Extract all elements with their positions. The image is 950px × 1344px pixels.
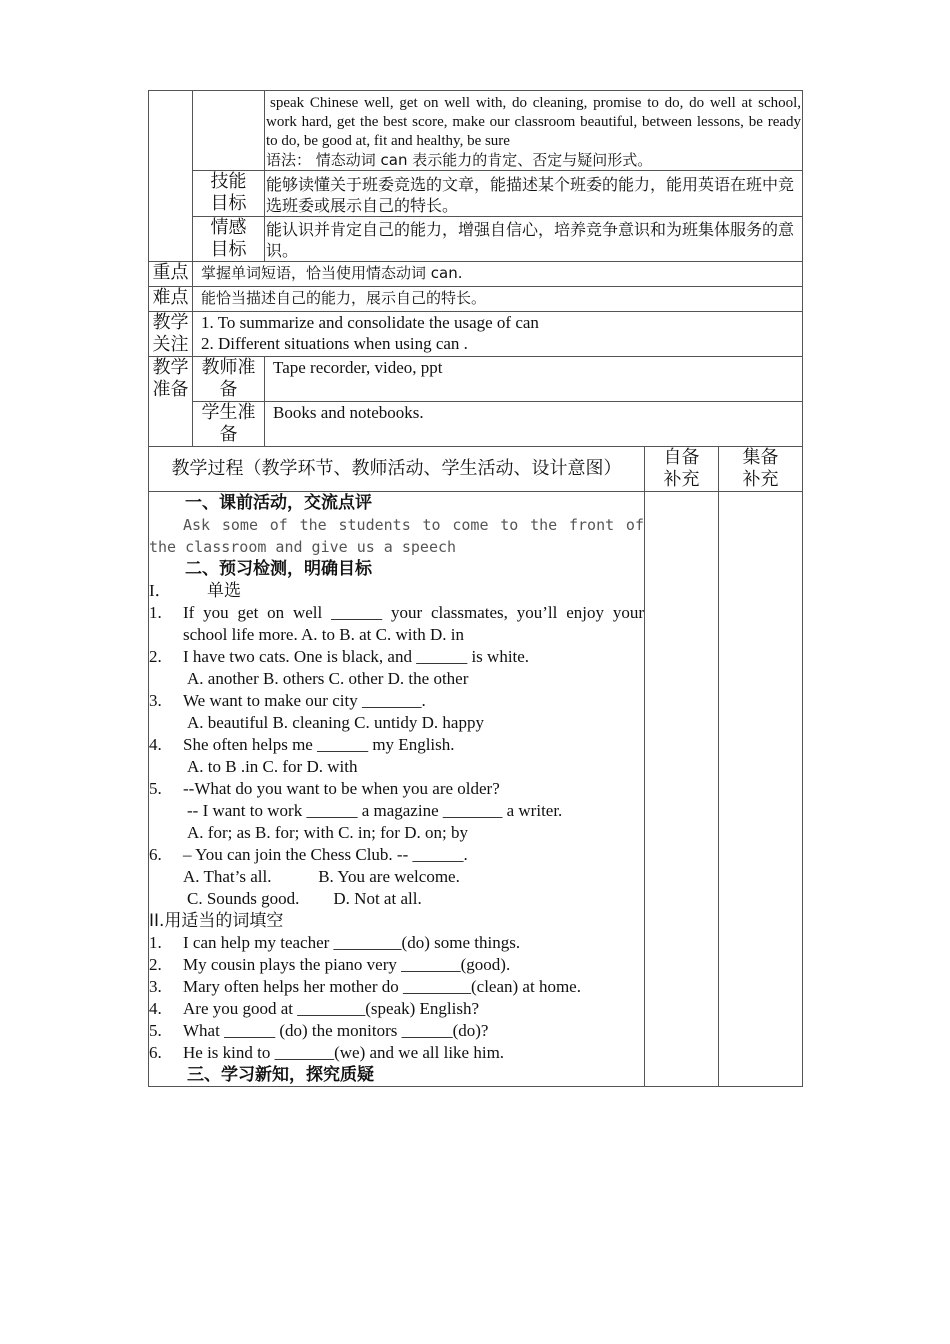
focus-label-line2: 关注 xyxy=(152,334,189,355)
key-point-row xyxy=(149,262,803,287)
question-4-options: A. to B .in C. for D. with xyxy=(187,757,358,776)
process-body-cell xyxy=(149,492,645,1087)
objectives-row-skill xyxy=(149,171,803,217)
fill-2 xyxy=(149,954,644,976)
emotion-text: 能认识并肯定自己的能力，增强自信心，培养竞争意识和为班集体服务的意识。 xyxy=(265,217,803,262)
part1-heading xyxy=(149,580,644,602)
prep-student-row xyxy=(149,402,803,447)
knowledge-label-cell xyxy=(193,91,265,171)
section1-text: Ask some of the students to come to the front of the classroom and give us a speech xyxy=(149,516,644,556)
fill-5 xyxy=(149,1020,644,1042)
group-prep-header xyxy=(719,447,803,492)
fill-1-num: 1. xyxy=(149,933,162,952)
question-6-options-1: A. That’s all. B. You are welcome. xyxy=(183,867,460,886)
phrases-text: speak Chinese well, get on well with, do cleaning, promise to do, do well at school, work hard, get the best score, make our classroom beautiful, between lessons, be ready to do, be good at, fit and healthy, be sure xyxy=(266,95,802,149)
question-1-num: 1. xyxy=(149,603,162,622)
group-prep-header-line1: 集备 xyxy=(742,447,779,468)
question-2 xyxy=(149,646,644,668)
question-5 xyxy=(149,778,644,800)
fill-1-text: I can help my teacher ________(do) some things. xyxy=(183,933,521,952)
self-prep-notes-cell xyxy=(645,492,719,1087)
section1-title: 一、课前活动，交流点评 xyxy=(185,493,372,513)
question-1 xyxy=(149,602,644,646)
focus-line-1: 1. To summarize and consolidate the usage of can xyxy=(201,313,539,332)
question-4-num: 4. xyxy=(149,735,162,754)
question-3-text: We want to make our city _______. xyxy=(183,691,426,710)
self-prep-header xyxy=(645,447,719,492)
grammar-text: 语法： 情态动词 can 表示能力的肯定、否定与疑问形式。 xyxy=(266,151,653,169)
fill-4-num: 4. xyxy=(149,999,162,1018)
part1-title: 单选 xyxy=(207,581,241,601)
process-header-row xyxy=(149,447,803,492)
question-4-text: She often helps me ______ my English. xyxy=(183,735,455,754)
fill-6-num: 6. xyxy=(149,1043,162,1062)
skill-label-line2: 目标 xyxy=(210,193,247,214)
focus-label xyxy=(149,312,193,357)
emotion-label xyxy=(193,217,265,262)
objectives-side-cell xyxy=(149,91,193,262)
student-prep-label: 学生准备 xyxy=(193,402,265,447)
question-1-text: If you get on well ______ your classmates, you’ll enjoy your school life more. A. to B. at C. with D. in xyxy=(183,603,644,644)
fill-3-text: Mary often helps her mother do ________(clean) at home. xyxy=(183,977,581,996)
group-prep-notes-cell xyxy=(719,492,803,1087)
difficult-point-row xyxy=(149,287,803,312)
fill-2-num: 2. xyxy=(149,955,162,974)
question-3 xyxy=(149,690,644,712)
prep-teacher-row xyxy=(149,357,803,402)
prep-label xyxy=(149,357,193,447)
question-5-options: A. for; as B. for; with C. in; for D. on; by xyxy=(187,823,468,842)
fill-3 xyxy=(149,976,644,998)
section3-title: 三、学习新知，探究质疑 xyxy=(187,1065,374,1085)
fill-4-text: Are you good at ________(speak) English? xyxy=(183,999,480,1018)
question-2-options: A. another B. others C. other D. the other xyxy=(187,669,469,688)
skill-label-line1: 技能 xyxy=(210,171,247,192)
fill-5-text: What ______ (do) the monitors ______(do)? xyxy=(183,1021,489,1040)
lesson-plan-page xyxy=(148,90,802,1087)
question-5-num: 5. xyxy=(149,779,162,798)
fill-5-num: 5. xyxy=(149,1021,162,1040)
question-6-options-2: C. Sounds good. D. Not at all. xyxy=(187,889,422,908)
question-6-text: – You can join the Chess Club. -- ______. xyxy=(183,845,468,864)
key-point-label: 重点 xyxy=(149,262,193,287)
focus-label-line1: 教学 xyxy=(152,312,189,333)
self-prep-header-line1: 自备 xyxy=(663,447,700,468)
part2-title: II.用适当的词填空 xyxy=(149,911,284,931)
fill-4 xyxy=(149,998,644,1020)
fill-1 xyxy=(149,932,644,954)
skill-label xyxy=(193,171,265,217)
part1-num: I． xyxy=(149,581,172,600)
teacher-prep-text: Tape recorder, video, ppt xyxy=(265,357,803,402)
prep-label-line1: 教学 xyxy=(152,357,189,378)
focus-line-2: 2. Different situations when using can . xyxy=(201,334,468,353)
focus-cell xyxy=(193,312,803,357)
knowledge-cell xyxy=(265,91,803,171)
difficult-point-label: 难点 xyxy=(149,287,193,312)
question-3-num: 3. xyxy=(149,691,162,710)
question-5-text: --What do you want to be when you are older? xyxy=(183,779,500,798)
skill-text: 能够读懂关于班委竞选的文章，能描述某个班委的能力，能用英语在班中竞选班委或展示自己的特长。 xyxy=(265,171,803,217)
emotion-label-line1: 情感 xyxy=(210,217,247,238)
question-6 xyxy=(149,844,644,866)
question-3-options: A. beautiful B. cleaning C. untidy D. happy xyxy=(187,713,484,732)
emotion-label-line2: 目标 xyxy=(210,239,247,260)
fill-2-text: My cousin plays the piano very _______(good). xyxy=(183,955,511,974)
prep-label-line2: 准备 xyxy=(152,379,189,400)
focus-row xyxy=(149,312,803,357)
student-prep-text: Books and notebooks. xyxy=(265,402,803,447)
section2-title: 二、预习检测，明确目标 xyxy=(185,559,372,579)
group-prep-header-line2: 补充 xyxy=(742,469,779,490)
fill-6 xyxy=(149,1042,644,1064)
fill-3-num: 3. xyxy=(149,977,162,996)
difficult-point-text: 能恰当描述自己的能力，展示自己的特长。 xyxy=(193,287,803,312)
objectives-row-knowledge xyxy=(149,91,803,171)
question-2-text: I have two cats. One is black, and ______ is white. xyxy=(183,647,530,666)
question-5-line2: -- I want to work ______ a magazine _______ a writer. xyxy=(187,801,563,820)
teacher-prep-label: 教师准备 xyxy=(193,357,265,402)
question-4 xyxy=(149,734,644,756)
process-header-title: 教学过程（教学环节、教师活动、学生活动、设计意图） xyxy=(149,447,645,492)
objectives-row-emotion xyxy=(149,217,803,262)
process-body-row xyxy=(149,492,803,1087)
question-6-num: 6. xyxy=(149,845,162,864)
key-point-text: 掌握单词短语，恰当使用情态动词 can. xyxy=(193,262,803,287)
lesson-plan-table xyxy=(148,90,803,1087)
self-prep-header-line2: 补充 xyxy=(663,469,700,490)
fill-6-text: He is kind to _______(we) and we all like him. xyxy=(183,1043,505,1062)
question-2-num: 2. xyxy=(149,647,162,666)
